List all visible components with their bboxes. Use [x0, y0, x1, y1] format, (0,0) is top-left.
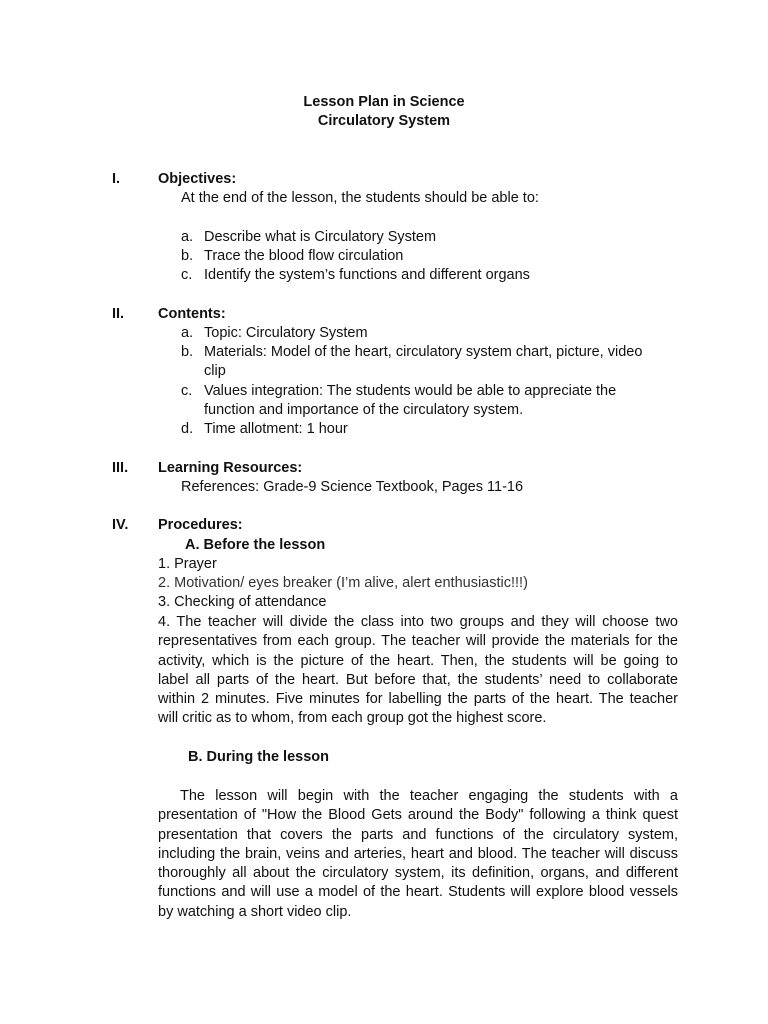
paragraph-line: activity, which is the picture of the heart. Then, the students will be going to	[158, 652, 678, 669]
section-heading-objectives: Objectives:	[158, 171, 237, 187]
content-label: c.	[181, 383, 193, 399]
content-item	[181, 382, 616, 401]
paragraph-line: within 2 minutes. Five minutes for labelling the parts of the heart. The teacher	[158, 691, 678, 708]
section-heading-resources: Learning Resources:	[158, 460, 303, 476]
content-label: b.	[181, 344, 194, 360]
content-text-continued: function and importance of the circulatory system.	[204, 402, 524, 418]
paragraph-line: will critic as to whom, from each group got the highest score.	[158, 710, 547, 727]
content-item	[181, 324, 368, 343]
objective-item	[181, 247, 403, 266]
section-number-objectives: I.	[112, 171, 121, 187]
paragraph-line: label all parts of the heart. But before that, the students’ need to collaborate	[158, 671, 678, 688]
content-item	[181, 343, 642, 362]
objective-label: a.	[181, 229, 194, 245]
objective-item	[181, 228, 436, 247]
procedure-step: 2. Motivation/ eyes breaker (I’m alive, alert enthusiastic!!!)	[158, 575, 528, 591]
resources-text: References: Grade-9 Science Textbook, Pages 11-16	[181, 479, 524, 495]
paragraph-line: presentation of "How the Blood Gets around the Body" following a think quest	[158, 807, 678, 824]
paragraph-line: presentation that covers the parts and functions of the circulatory system,	[158, 826, 678, 843]
section-heading-contents: Contents:	[158, 306, 226, 322]
procedure-step: 3. Checking of attendance	[158, 594, 327, 610]
content-text: Values integration: The students would be able to appreciate the	[204, 383, 617, 399]
during-lesson-paragraph	[158, 787, 678, 922]
objectives-intro: At the end of the lesson, the students should be able to:	[181, 190, 539, 206]
content-text: Topic: Circulatory System	[204, 325, 368, 341]
document-subtitle: Circulatory System	[317, 113, 451, 129]
document-title: Lesson Plan in Science	[303, 94, 465, 110]
objective-item	[181, 266, 530, 285]
objective-label: c.	[181, 267, 193, 283]
paragraph-line: including the brain, veins and arteries, heart and blood. The teacher will discuss	[158, 845, 678, 862]
subsection-heading-before: A. Before the lesson	[185, 537, 326, 553]
objective-label: b.	[181, 248, 194, 264]
content-item	[181, 420, 348, 439]
content-text: Materials: Model of the heart, circulatory system chart, picture, video	[204, 344, 643, 360]
section-number-contents: II.	[112, 306, 125, 322]
objective-text: Trace the blood flow circulation	[204, 248, 404, 264]
subsection-heading-during: B. During the lesson	[188, 749, 329, 765]
content-label: a.	[181, 325, 194, 341]
procedure-step-4	[158, 613, 678, 729]
content-text-continued: clip	[204, 363, 226, 379]
section-number-resources: III.	[112, 460, 129, 476]
paragraph-line: functions and will use a model of the heart. Students will explore blood vessels	[158, 884, 678, 901]
paragraph-line: thoroughly all about the circulatory system, its definition, organs, and different	[158, 865, 678, 882]
section-number-procedures: IV.	[112, 517, 129, 533]
content-text: Time allotment: 1 hour	[204, 421, 348, 437]
content-label: d.	[181, 421, 194, 437]
paragraph-line: 4. The teacher will divide the class into two groups and they will choose two	[158, 614, 678, 630]
paragraph-line: representatives from each group. The teacher will provide the materials for the	[158, 633, 678, 650]
paragraph-line: The lesson will begin with the teacher engaging the students with a	[180, 788, 678, 804]
section-heading-procedures: Procedures:	[158, 517, 243, 533]
procedure-step: 1. Prayer	[158, 556, 217, 572]
objective-text: Identify the system’s functions and different organs	[204, 267, 530, 283]
objective-text: Describe what is Circulatory System	[204, 229, 437, 245]
paragraph-line: by watching a short video clip.	[158, 903, 352, 920]
